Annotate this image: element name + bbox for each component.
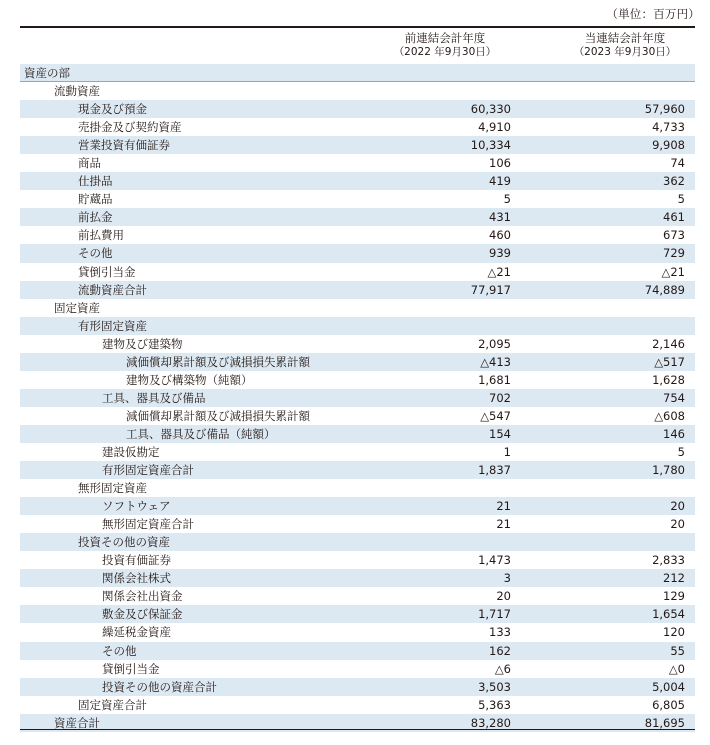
table-row xyxy=(20,64,695,82)
current-year-value: 729 xyxy=(663,246,685,261)
column-title: 前連結会計年度 xyxy=(404,31,486,45)
prior-year-value: 419 xyxy=(489,174,511,189)
row-label: 関係会社出資金 xyxy=(102,589,183,604)
current-year-value: 4,733 xyxy=(652,120,685,135)
prior-year-value: 154 xyxy=(489,426,511,441)
table-row xyxy=(20,407,695,425)
current-year-value: △608 xyxy=(654,408,685,423)
table-row xyxy=(20,605,695,623)
prior-year-value: 20 xyxy=(496,589,511,604)
table-row xyxy=(20,443,695,461)
table-row xyxy=(20,244,695,262)
row-label: その他 xyxy=(78,246,113,261)
current-year-value: △517 xyxy=(654,354,685,369)
current-year-value: 2,833 xyxy=(652,553,685,568)
table-row xyxy=(20,118,695,136)
current-year-value: 9,908 xyxy=(652,138,685,153)
prior-year-value: 83,280 xyxy=(470,715,511,730)
table-row xyxy=(20,226,695,244)
current-year-value: 5,004 xyxy=(652,679,685,694)
prior-year-value: 21 xyxy=(496,517,511,532)
table-row xyxy=(20,299,695,317)
current-year-value: △21 xyxy=(661,264,685,279)
table-row xyxy=(20,317,695,335)
row-label: 仕掛品 xyxy=(78,174,113,189)
current-year-value: 57,960 xyxy=(644,102,685,117)
row-label: 固定資産 xyxy=(54,300,100,315)
table-row xyxy=(20,461,695,479)
table-row xyxy=(20,136,695,154)
table-row xyxy=(20,660,695,678)
row-label: 関係会社株式 xyxy=(102,571,171,586)
current-year-value: △0 xyxy=(668,661,685,676)
current-year-value: 20 xyxy=(670,499,685,514)
row-label: 貸倒引当金 xyxy=(78,264,136,279)
prior-year-value: 5 xyxy=(503,192,511,207)
column-header-prior-year xyxy=(360,31,530,59)
unit-label: （単位：百万円） xyxy=(606,7,700,21)
table-row xyxy=(20,642,695,660)
current-year-value: 5 xyxy=(677,444,685,459)
table-row xyxy=(20,353,695,371)
row-label: 減価償却累計額及び減損損失累計額 xyxy=(126,408,310,423)
current-year-value: 212 xyxy=(663,571,685,586)
prior-year-value: 3 xyxy=(503,571,511,586)
prior-year-value: △6 xyxy=(494,661,511,676)
row-label: 前払費用 xyxy=(78,228,124,243)
row-label: 建設仮勘定 xyxy=(102,444,160,459)
column-header-current-year xyxy=(540,31,710,59)
row-label: 流動資産 xyxy=(54,84,100,99)
current-year-value: 129 xyxy=(663,589,685,604)
table-row xyxy=(20,172,695,190)
prior-year-value: △21 xyxy=(487,264,511,279)
table-row xyxy=(20,154,695,172)
prior-year-value: 133 xyxy=(489,625,511,640)
table-row xyxy=(20,623,695,641)
column-title: 当連結会計年度 xyxy=(584,31,666,45)
prior-year-value: 1,837 xyxy=(478,463,511,478)
table-row xyxy=(20,678,695,696)
table-row xyxy=(20,263,695,281)
prior-year-value: △413 xyxy=(480,354,511,369)
table-row xyxy=(20,371,695,389)
table-row xyxy=(20,281,695,299)
row-label: 貸倒引当金 xyxy=(102,661,160,676)
current-year-value: 55 xyxy=(670,643,685,658)
row-label: 流動資産合計 xyxy=(78,282,147,297)
row-label: 繰延税金資産 xyxy=(102,625,171,640)
row-label: 資産の部 xyxy=(24,66,70,80)
prior-year-value: 1,717 xyxy=(478,607,511,622)
row-label: 商品 xyxy=(78,156,101,171)
prior-year-value: 2,095 xyxy=(478,336,511,351)
prior-year-value: 106 xyxy=(489,156,511,171)
row-label: 工具、器具及び備品（純額） xyxy=(126,426,276,441)
current-year-value: 120 xyxy=(663,625,685,640)
current-year-value: 1,780 xyxy=(652,463,685,478)
column-date: （2023 年9月30日） xyxy=(573,46,677,58)
current-year-value: 5 xyxy=(677,192,685,207)
current-year-value: 1,654 xyxy=(652,607,685,622)
table-row xyxy=(20,208,695,226)
row-label: 営業投資有価証券 xyxy=(78,138,170,153)
current-year-value: 2,146 xyxy=(652,336,685,351)
prior-year-value: 21 xyxy=(496,499,511,514)
table-row xyxy=(20,82,695,100)
prior-year-value: 1,473 xyxy=(478,553,511,568)
current-year-value: 146 xyxy=(663,426,685,441)
table-row xyxy=(20,100,695,118)
current-year-value: 6,805 xyxy=(652,697,685,712)
row-label: 建物及び建築物 xyxy=(102,336,183,351)
current-year-value: 74 xyxy=(670,156,685,171)
row-label: 資産合計 xyxy=(54,715,100,730)
row-label: ソフトウェア xyxy=(102,499,171,514)
row-label: 固定資産合計 xyxy=(78,697,147,712)
row-label: 敷金及び保証金 xyxy=(102,607,183,622)
current-year-value: 1,628 xyxy=(652,372,685,387)
prior-year-value: 77,917 xyxy=(470,282,511,297)
prior-year-value: 162 xyxy=(489,643,511,658)
current-year-value: 74,889 xyxy=(644,282,685,297)
current-year-value: 673 xyxy=(663,228,685,243)
table-row xyxy=(20,335,695,353)
row-label: 前払金 xyxy=(78,210,113,225)
current-year-value: 754 xyxy=(663,390,685,405)
column-date: （2022 年9月30日） xyxy=(393,46,497,58)
row-label: 投資その他の資産 xyxy=(78,535,170,550)
table-row xyxy=(20,696,695,714)
prior-year-value: 431 xyxy=(489,210,511,225)
row-label: 貯蔵品 xyxy=(78,192,113,207)
row-label: 減価償却累計額及び減損損失累計額 xyxy=(126,354,310,369)
prior-year-value: △547 xyxy=(480,408,511,423)
row-label: 投資有価証券 xyxy=(102,553,171,568)
table-row xyxy=(20,190,695,208)
row-label: 工具、器具及び備品 xyxy=(102,390,206,405)
table-row xyxy=(20,425,695,443)
prior-year-value: 3,503 xyxy=(478,679,511,694)
table-row xyxy=(20,389,695,407)
prior-year-value: 1 xyxy=(503,444,511,459)
row-label: 有形固定資産 xyxy=(78,318,147,333)
current-year-value: 81,695 xyxy=(644,715,685,730)
row-label: 売掛金及び契約資産 xyxy=(78,120,182,135)
row-label: 有形固定資産合計 xyxy=(102,463,194,478)
table-row xyxy=(20,569,695,587)
table-row xyxy=(20,551,695,569)
table-bottom-rule xyxy=(20,729,695,730)
table-header xyxy=(20,26,695,64)
current-year-value: 362 xyxy=(663,174,685,189)
table-row xyxy=(20,479,695,497)
row-label: 現金及び預金 xyxy=(78,102,147,117)
prior-year-value: 460 xyxy=(489,228,511,243)
prior-year-value: 4,910 xyxy=(478,120,511,135)
prior-year-value: 5,363 xyxy=(478,697,511,712)
row-label: 無形固定資産合計 xyxy=(102,517,194,532)
table-row xyxy=(20,587,695,605)
table-row xyxy=(20,533,695,551)
row-label: 無形固定資産 xyxy=(78,481,147,496)
table-row xyxy=(20,515,695,533)
row-label: 投資その他の資産合計 xyxy=(102,679,217,694)
prior-year-value: 60,330 xyxy=(470,102,511,117)
table-row xyxy=(20,497,695,515)
prior-year-value: 939 xyxy=(489,246,511,261)
prior-year-value: 1,681 xyxy=(478,372,511,387)
current-year-value: 20 xyxy=(670,517,685,532)
current-year-value: 461 xyxy=(663,210,685,225)
row-label: 建物及び構築物（純額） xyxy=(126,372,253,387)
row-label: その他 xyxy=(102,643,137,658)
prior-year-value: 702 xyxy=(489,390,511,405)
prior-year-value: 10,334 xyxy=(470,138,511,153)
table-body xyxy=(20,64,695,732)
